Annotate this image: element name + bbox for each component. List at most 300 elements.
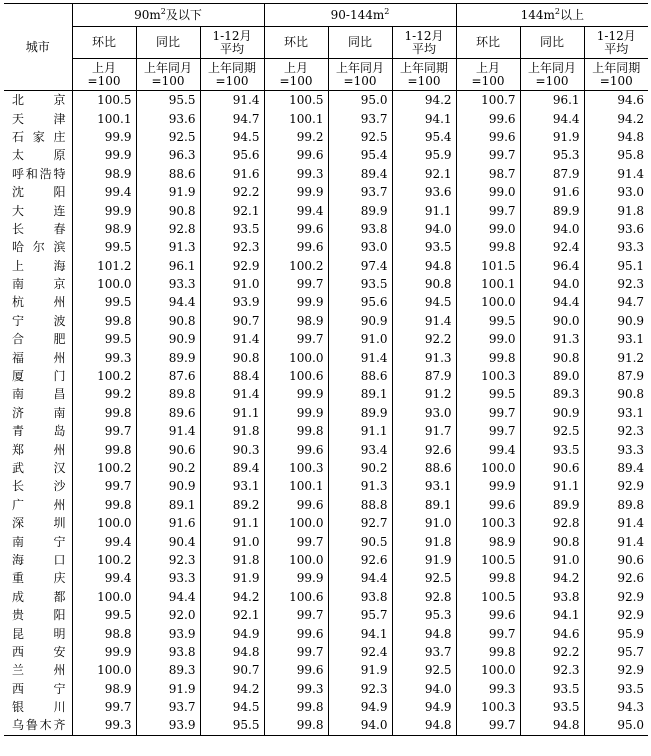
mom-base-line2: =100 — [87, 73, 121, 88]
index-value: 99.5 — [72, 606, 136, 624]
table-row — [4, 440, 648, 458]
index-value: 91.3 — [520, 330, 584, 348]
table-body — [4, 91, 648, 736]
index-value: 89.4 — [328, 165, 392, 183]
index-value: 93.4 — [328, 440, 392, 458]
index-value: 89.9 — [136, 348, 200, 366]
index-value: 100.3 — [456, 367, 520, 385]
city-name: 济南 — [4, 404, 72, 422]
index-value: 94.9 — [392, 698, 456, 716]
index-value: 91.4 — [200, 330, 264, 348]
index-value: 94.1 — [328, 624, 392, 642]
index-value: 100.3 — [264, 459, 328, 477]
index-value: 93.3 — [617, 240, 645, 255]
index-value: 91.0 — [200, 275, 264, 293]
index-value: 91.3 — [328, 477, 392, 495]
city-name: 呼和浩特 — [4, 165, 72, 183]
index-value: 100.2 — [72, 367, 136, 385]
index-value: 92.2 — [520, 643, 584, 661]
index-value: 99.6 — [456, 109, 520, 127]
city-name: 厦门 — [4, 367, 72, 385]
index-value: 94.6 — [617, 93, 645, 108]
price-index-table — [4, 3, 648, 736]
index-value: 98.9 — [72, 165, 136, 183]
yoy-header: 同比 — [520, 27, 584, 59]
index-value: 91.9 — [200, 569, 264, 587]
index-value: 99.2 — [72, 385, 136, 403]
index-value: 92.2 — [392, 330, 456, 348]
index-value: 89.1 — [392, 496, 456, 514]
city-name: 宁波 — [4, 312, 72, 330]
index-value: 92.3 — [520, 661, 584, 679]
index-value: 91.1 — [520, 477, 584, 495]
table-row — [4, 275, 648, 293]
yoy-header: 同比 — [328, 27, 392, 59]
yoy-base-line2: =100 — [535, 73, 569, 88]
yoy-base-line2: =100 — [151, 73, 185, 88]
index-value: 95.1 — [617, 258, 645, 273]
city-column-header: 城市 — [4, 4, 72, 91]
index-value: 99.3 — [264, 680, 328, 698]
index-value: 90.9 — [328, 312, 392, 330]
index-value: 91.6 — [520, 183, 584, 201]
index-value: 94.4 — [328, 569, 392, 587]
index-value: 91.2 — [617, 350, 645, 365]
index-value: 100.0 — [264, 551, 328, 569]
index-value: 94.1 — [392, 109, 456, 127]
annual-avg-header-line2: 平均 — [604, 41, 629, 56]
index-value: 93.8 — [328, 220, 392, 238]
index-value: 99.8 — [72, 496, 136, 514]
index-value: 92.3 — [200, 238, 264, 256]
index-value: 94.7 — [617, 295, 645, 310]
index-value: 90.8 — [392, 275, 456, 293]
index-value: 90.8 — [520, 348, 584, 366]
index-value: 91.3 — [392, 348, 456, 366]
index-value: 91.4 — [617, 166, 645, 181]
table-row — [4, 404, 648, 422]
city-name: 福州 — [4, 348, 72, 366]
index-value: 88.4 — [200, 367, 264, 385]
index-value: 94.8 — [392, 257, 456, 275]
mom-header: 环比 — [264, 27, 328, 59]
index-value: 101.2 — [72, 257, 136, 275]
index-value: 98.7 — [456, 165, 520, 183]
index-value: 91.1 — [328, 422, 392, 440]
index-value: 90.3 — [200, 440, 264, 458]
avg-base-line2: =100 — [215, 73, 249, 88]
index-value: 94.2 — [520, 569, 584, 587]
index-value: 92.8 — [392, 588, 456, 606]
avg-base-line1: 上年同期 — [207, 60, 256, 75]
table-row — [4, 716, 648, 735]
group-header-medium: $90-144m^2$ — [264, 4, 456, 27]
index-value: 99.6 — [264, 624, 328, 642]
index-value: 100.3 — [456, 698, 520, 716]
table-row — [4, 385, 648, 403]
index-value: 90.9 — [617, 313, 645, 328]
city-name: 杭州 — [4, 293, 72, 311]
index-value: 87.6 — [136, 367, 200, 385]
index-value: 99.3 — [72, 348, 136, 366]
index-value: 99.6 — [264, 661, 328, 679]
index-value: 95.7 — [328, 606, 392, 624]
index-value: 100.5 — [72, 91, 136, 110]
index-value: 92.9 — [617, 608, 645, 623]
index-value: 99.9 — [264, 404, 328, 422]
index-value: 94.0 — [392, 680, 456, 698]
table-row — [4, 348, 648, 366]
index-value: 100.3 — [456, 514, 520, 532]
index-value: 100.5 — [456, 551, 520, 569]
index-value: 99.4 — [72, 183, 136, 201]
index-value: 99.0 — [456, 330, 520, 348]
city-name: 贵阳 — [4, 606, 72, 624]
index-value: 94.5 — [392, 293, 456, 311]
index-value: 91.9 — [136, 680, 200, 698]
index-value: 93.3 — [136, 275, 200, 293]
index-value: 99.5 — [72, 293, 136, 311]
index-value: 89.9 — [328, 404, 392, 422]
city-name: 哈尔滨 — [4, 238, 72, 256]
index-value: 100.0 — [264, 348, 328, 366]
index-value: 94.0 — [520, 220, 584, 238]
index-value: 93.6 — [136, 109, 200, 127]
index-value: 101.5 — [456, 257, 520, 275]
index-value: 92.9 — [200, 257, 264, 275]
index-value: 94.2 — [200, 680, 264, 698]
index-value: 99.6 — [264, 220, 328, 238]
index-value: 99.5 — [72, 238, 136, 256]
index-value: 91.4 — [200, 91, 264, 110]
index-value: 94.8 — [617, 129, 645, 144]
index-value: 89.1 — [328, 385, 392, 403]
city-name: 长沙 — [4, 477, 72, 495]
index-value: 94.6 — [520, 624, 584, 642]
index-value: 92.8 — [136, 220, 200, 238]
index-value: 100.0 — [264, 514, 328, 532]
mom-base-line1: 上月 — [476, 60, 501, 75]
index-value: 89.9 — [520, 496, 584, 514]
index-value: 95.9 — [617, 626, 645, 641]
avg-base-line1: 上年同期 — [592, 60, 641, 75]
index-value: 90.8 — [136, 201, 200, 219]
index-value: 99.7 — [456, 201, 520, 219]
mom-base — [264, 59, 328, 91]
avg-base-line2: =100 — [407, 73, 441, 88]
index-value: 99.6 — [264, 440, 328, 458]
index-value: 96.1 — [136, 257, 200, 275]
index-value: 99.4 — [72, 569, 136, 587]
city-name: 天津 — [4, 109, 72, 127]
table-row — [4, 422, 648, 440]
index-value: 94.2 — [617, 111, 645, 126]
index-value: 91.7 — [392, 422, 456, 440]
annual-avg-header-line2: 平均 — [412, 41, 437, 56]
index-value: 94.8 — [392, 624, 456, 642]
index-value: 99.6 — [264, 238, 328, 256]
index-value: 89.3 — [520, 385, 584, 403]
index-value: 99.9 — [72, 128, 136, 146]
index-value: 92.1 — [200, 201, 264, 219]
index-value: 93.7 — [328, 109, 392, 127]
index-value: 92.9 — [617, 589, 645, 604]
mom-base-line2: =100 — [471, 73, 505, 88]
index-value: 94.9 — [328, 698, 392, 716]
index-value: 99.5 — [456, 312, 520, 330]
index-value: 99.8 — [72, 404, 136, 422]
index-value: 89.9 — [520, 201, 584, 219]
annual-avg-header-line1: 1-12月 — [212, 28, 252, 43]
index-value: 91.4 — [392, 312, 456, 330]
index-value: 93.9 — [200, 293, 264, 311]
index-value: 91.4 — [617, 534, 645, 549]
index-value: 99.6 — [264, 146, 328, 164]
index-value: 90.8 — [136, 312, 200, 330]
mom-base-line2: =100 — [279, 73, 313, 88]
index-value: 99.7 — [264, 532, 328, 550]
mom-base — [72, 59, 136, 91]
index-value: 99.4 — [72, 532, 136, 550]
index-value: 99.7 — [456, 422, 520, 440]
index-value: 99.2 — [264, 128, 328, 146]
yoy-base — [328, 59, 392, 91]
index-value: 99.7 — [456, 404, 520, 422]
index-value: 99.8 — [456, 569, 520, 587]
city-name: 广州 — [4, 496, 72, 514]
index-value: 95.7 — [617, 644, 645, 659]
annual-avg-header-line1: 1-12月 — [404, 28, 444, 43]
index-value: 90.7 — [200, 312, 264, 330]
index-value: 91.8 — [392, 532, 456, 550]
annual-avg-header-line2: 平均 — [219, 41, 244, 56]
index-value: 100.6 — [264, 588, 328, 606]
city-name: 太原 — [4, 146, 72, 164]
index-value: 95.4 — [392, 128, 456, 146]
index-value: 98.9 — [72, 680, 136, 698]
base-row — [4, 59, 648, 91]
index-value: 93.1 — [392, 477, 456, 495]
table-row — [4, 201, 648, 219]
yoy-base — [520, 59, 584, 91]
index-value: 93.0 — [392, 404, 456, 422]
index-value: 99.6 — [264, 496, 328, 514]
city-name: 北京 — [4, 91, 72, 110]
index-value: 91.0 — [392, 514, 456, 532]
index-value: 94.5 — [200, 128, 264, 146]
index-value: 95.5 — [136, 91, 200, 110]
avg-base-line2: =100 — [599, 73, 633, 88]
index-value: 95.9 — [392, 146, 456, 164]
table-row — [4, 312, 648, 330]
table-row — [4, 238, 648, 256]
index-value: 94.8 — [520, 716, 584, 735]
index-value: 93.0 — [617, 185, 645, 200]
index-value: 100.6 — [264, 367, 328, 385]
city-name: 武汉 — [4, 459, 72, 477]
index-value: 94.4 — [520, 293, 584, 311]
index-value: 91.9 — [520, 128, 584, 146]
table-row — [4, 588, 648, 606]
table-row — [4, 293, 648, 311]
index-value: 89.6 — [136, 404, 200, 422]
annual-avg-header — [200, 27, 264, 59]
index-value: 95.6 — [200, 146, 264, 164]
table-row — [4, 91, 648, 110]
index-value: 98.9 — [264, 312, 328, 330]
city-name: 南京 — [4, 275, 72, 293]
avg-base-line1: 上年同期 — [400, 60, 449, 75]
index-value: 93.5 — [392, 238, 456, 256]
index-value: 99.9 — [264, 569, 328, 587]
index-value: 99.8 — [72, 440, 136, 458]
index-value: 99.7 — [264, 606, 328, 624]
index-value: 93.8 — [136, 643, 200, 661]
index-value: 90.5 — [328, 532, 392, 550]
index-value: 93.5 — [520, 680, 584, 698]
index-value: 99.9 — [264, 183, 328, 201]
index-value: 93.8 — [328, 588, 392, 606]
index-value: 100.7 — [456, 91, 520, 110]
index-value: 94.2 — [200, 588, 264, 606]
index-value: 92.1 — [392, 165, 456, 183]
index-value: 89.4 — [617, 461, 645, 475]
index-value: 91.8 — [200, 422, 264, 440]
index-value: 92.0 — [136, 606, 200, 624]
index-value: 98.9 — [456, 532, 520, 550]
table-row — [4, 680, 648, 698]
index-value: 98.8 — [72, 624, 136, 642]
index-value: 94.8 — [392, 716, 456, 735]
mom-header: 环比 — [456, 27, 520, 59]
index-value: 90.4 — [136, 532, 200, 550]
city-name: 长春 — [4, 220, 72, 238]
index-value: 100.0 — [72, 514, 136, 532]
index-value: 90.2 — [328, 459, 392, 477]
index-value: 91.3 — [136, 238, 200, 256]
group-header-large: $144m^2$以上 — [456, 4, 648, 27]
index-value: 91.4 — [136, 422, 200, 440]
index-value: 91.9 — [392, 551, 456, 569]
index-value: 92.3 — [136, 551, 200, 569]
index-value: 95.5 — [200, 716, 264, 735]
index-value: 94.0 — [520, 275, 584, 293]
index-value: 99.9 — [72, 643, 136, 661]
index-value: 91.9 — [136, 183, 200, 201]
city-name: 大连 — [4, 201, 72, 219]
index-value: 99.9 — [72, 146, 136, 164]
index-value: 92.3 — [617, 277, 645, 292]
table-row — [4, 330, 648, 348]
index-value: 99.8 — [456, 643, 520, 661]
table-row — [4, 661, 648, 679]
index-value: 90.8 — [200, 348, 264, 366]
index-value: 94.4 — [520, 109, 584, 127]
index-value: 93.0 — [328, 238, 392, 256]
index-value: 91.8 — [200, 551, 264, 569]
index-value: 92.9 — [617, 663, 645, 678]
index-value: 99.9 — [264, 293, 328, 311]
index-value: 100.0 — [72, 588, 136, 606]
index-value: 100.1 — [264, 477, 328, 495]
index-value: 90.6 — [617, 552, 645, 567]
table-row — [4, 459, 648, 477]
yoy-header: 同比 — [136, 27, 200, 59]
index-value: 93.8 — [520, 588, 584, 606]
index-value: 95.6 — [328, 293, 392, 311]
city-name: 成都 — [4, 588, 72, 606]
index-value: 91.0 — [200, 532, 264, 550]
index-value: 93.9 — [136, 624, 200, 642]
index-value: 94.1 — [520, 606, 584, 624]
city-name: 石家庄 — [4, 128, 72, 146]
city-name: 银川 — [4, 698, 72, 716]
index-value: 100.1 — [456, 275, 520, 293]
table-row — [4, 165, 648, 183]
index-value: 87.9 — [520, 165, 584, 183]
annual-avg-header — [584, 27, 648, 59]
index-value: 100.2 — [264, 257, 328, 275]
avg-base — [392, 59, 456, 91]
index-value: 99.9 — [72, 201, 136, 219]
yoy-base-line1: 上年同月 — [335, 60, 384, 75]
table-row — [4, 367, 648, 385]
index-value: 99.4 — [456, 440, 520, 458]
index-value: 100.0 — [72, 661, 136, 679]
index-value: 100.0 — [72, 275, 136, 293]
index-value: 93.7 — [328, 183, 392, 201]
index-value: 99.7 — [456, 716, 520, 735]
index-value: 99.9 — [456, 477, 520, 495]
table-row — [4, 257, 648, 275]
index-value: 94.5 — [200, 698, 264, 716]
index-value: 99.4 — [264, 201, 328, 219]
index-value: 100.0 — [456, 293, 520, 311]
index-value: 89.0 — [520, 367, 584, 385]
index-value: 92.8 — [520, 514, 584, 532]
index-value: 93.1 — [617, 405, 645, 420]
index-value: 96.1 — [520, 91, 584, 110]
table-row — [4, 477, 648, 495]
index-value: 97.4 — [328, 257, 392, 275]
index-value: 92.5 — [392, 569, 456, 587]
table-row — [4, 698, 648, 716]
index-value: 93.6 — [617, 221, 645, 236]
city-name: 沈阳 — [4, 183, 72, 201]
index-value: 93.6 — [392, 183, 456, 201]
index-value: 90.6 — [520, 459, 584, 477]
index-value: 87.9 — [392, 367, 456, 385]
city-name: 青岛 — [4, 422, 72, 440]
index-value: 88.6 — [392, 459, 456, 477]
index-value: 99.5 — [72, 330, 136, 348]
yoy-base-line1: 上年同月 — [143, 60, 192, 75]
index-value: 100.1 — [72, 109, 136, 127]
table-row — [4, 128, 648, 146]
index-value: 94.4 — [136, 293, 200, 311]
index-value: 99.7 — [72, 422, 136, 440]
index-value: 95.3 — [520, 146, 584, 164]
index-value: 92.5 — [392, 661, 456, 679]
index-value: 94.3 — [617, 700, 645, 715]
city-name: 深圳 — [4, 514, 72, 532]
index-value: 94.0 — [328, 716, 392, 735]
index-value: 95.0 — [328, 91, 392, 110]
index-value: 100.2 — [72, 551, 136, 569]
index-value: 92.6 — [328, 551, 392, 569]
index-value: 89.2 — [200, 496, 264, 514]
index-value: 100.5 — [456, 588, 520, 606]
